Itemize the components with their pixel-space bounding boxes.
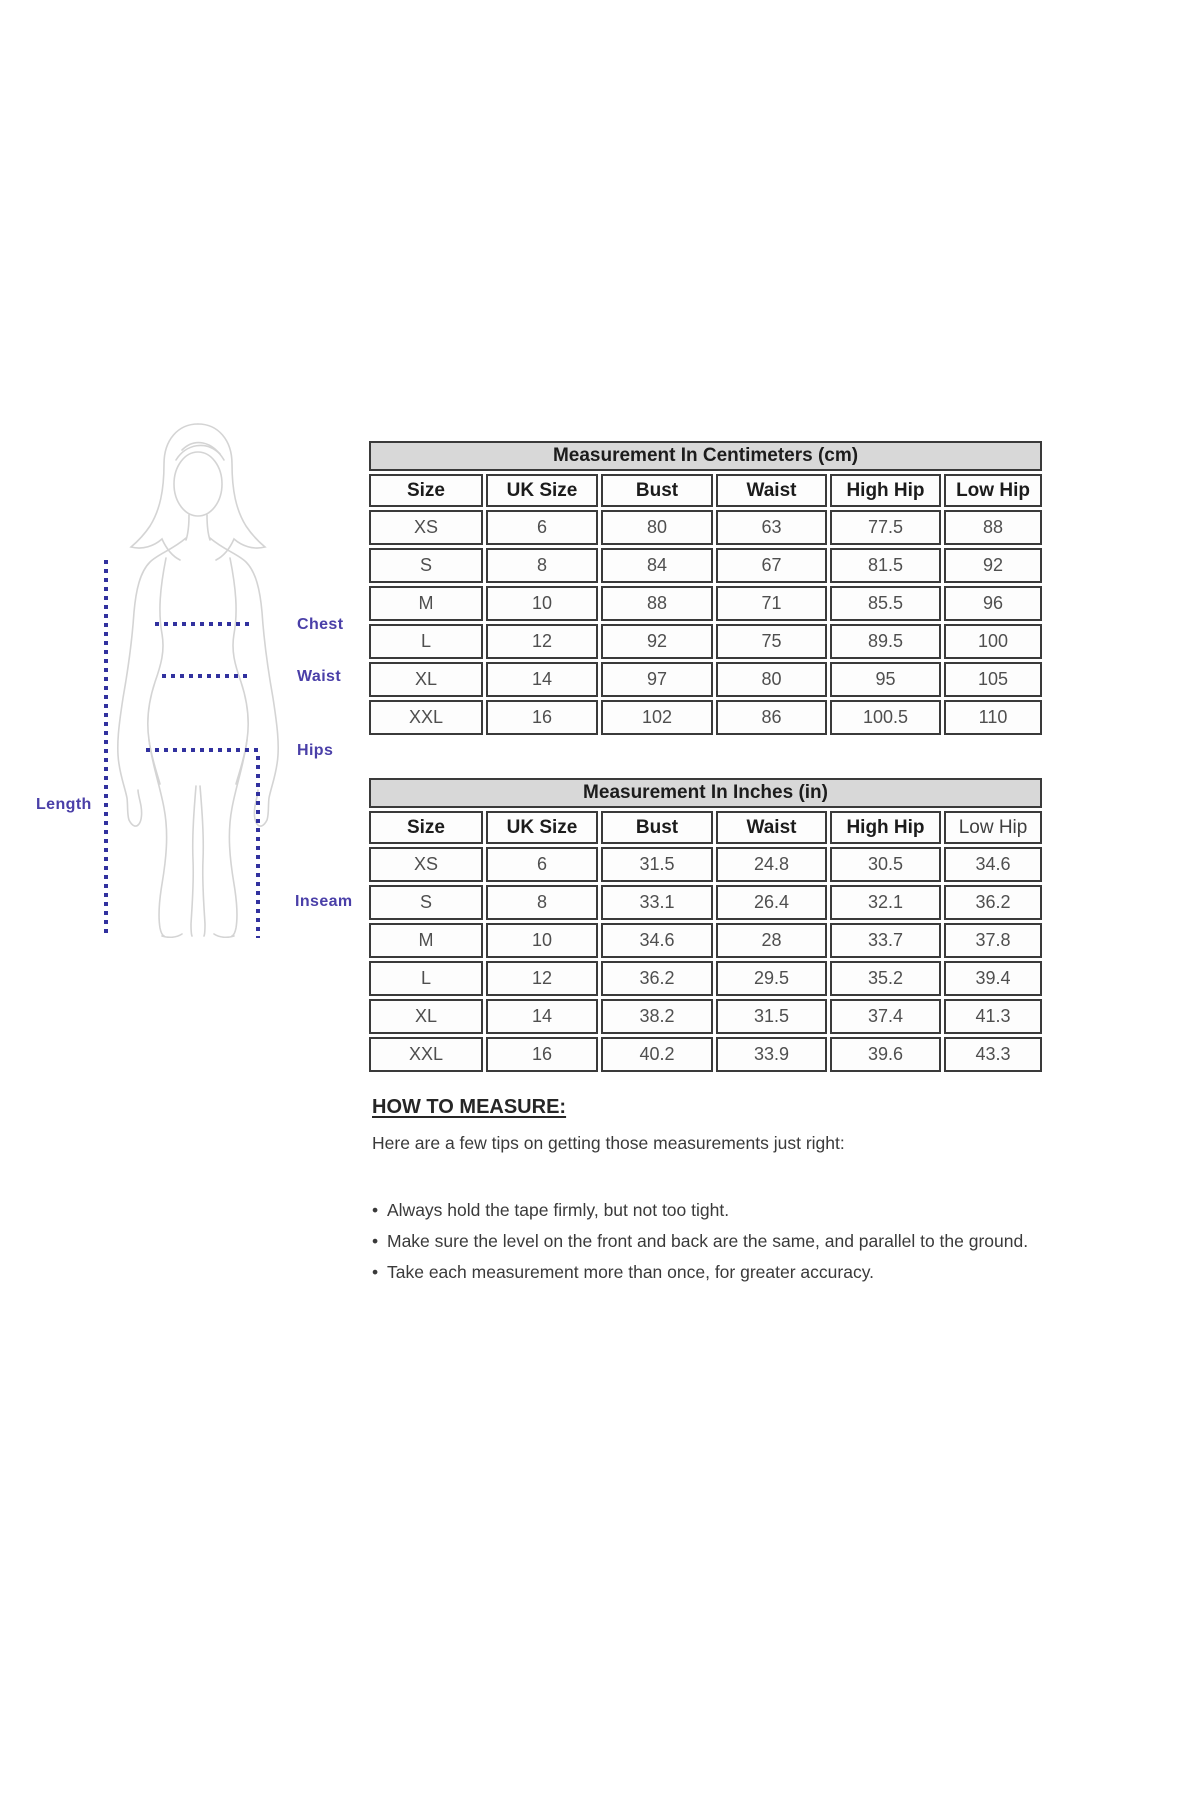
table-cell: 80 xyxy=(716,662,827,697)
table-cell: 75 xyxy=(716,624,827,659)
inches-size-table xyxy=(366,775,1045,1075)
table-cell: 10 xyxy=(486,586,598,621)
waist-label: Waist xyxy=(297,668,342,685)
table-cell: 8 xyxy=(486,885,598,920)
table-cell: 41.3 xyxy=(944,999,1042,1034)
chest-measure-line xyxy=(155,622,253,626)
table-cell: 40.2 xyxy=(601,1037,713,1072)
table-header-row xyxy=(369,811,1042,844)
table-title: Measurement In Centimeters (cm) xyxy=(369,441,1042,471)
table-cell: 31.5 xyxy=(601,847,713,882)
table-row xyxy=(369,999,1042,1034)
female-body-outline xyxy=(88,408,308,938)
table-cell: 92 xyxy=(601,624,713,659)
measure-tip: • Take each measurement more than once, for greater accuracy. xyxy=(372,1257,1122,1288)
table-cell: 6 xyxy=(486,510,598,545)
how-to-measure-section xyxy=(372,1096,1122,1288)
column-header-size: Size xyxy=(369,811,483,844)
table-cell: 39.6 xyxy=(830,1037,941,1072)
table-row xyxy=(369,847,1042,882)
table-cell: 100 xyxy=(944,624,1042,659)
length-label: Length xyxy=(36,796,92,813)
inseam-measure-line xyxy=(256,756,260,938)
table-cell: 84 xyxy=(601,548,713,583)
table-cell: 12 xyxy=(486,961,598,996)
table-row xyxy=(369,885,1042,920)
table-cell: 37.4 xyxy=(830,999,941,1034)
table-cell: 43.3 xyxy=(944,1037,1042,1072)
table-cell: S xyxy=(369,548,483,583)
table-row xyxy=(369,662,1042,697)
column-header-waist: Waist xyxy=(716,474,827,507)
table-cell: 29.5 xyxy=(716,961,827,996)
table-cell: 8 xyxy=(486,548,598,583)
table-cell: XXL xyxy=(369,1037,483,1072)
measure-tip: • Make sure the level on the front and back are the same, and parallel to the ground. xyxy=(372,1226,1122,1257)
table-cell: L xyxy=(369,961,483,996)
table-cell: 36.2 xyxy=(601,961,713,996)
table-cell: 14 xyxy=(486,662,598,697)
table-cell: 28 xyxy=(716,923,827,958)
table-cell: 16 xyxy=(486,700,598,735)
column-header-size: Size xyxy=(369,474,483,507)
hips-label: Hips xyxy=(297,742,334,759)
table-cell: 33.7 xyxy=(830,923,941,958)
column-header-bust: Bust xyxy=(601,811,713,844)
table-cell: 39.4 xyxy=(944,961,1042,996)
table-cell: 85.5 xyxy=(830,586,941,621)
table-row xyxy=(369,510,1042,545)
table-cell: 89.5 xyxy=(830,624,941,659)
table-cell: 102 xyxy=(601,700,713,735)
table-cell: XS xyxy=(369,847,483,882)
table-cell: 34.6 xyxy=(944,847,1042,882)
column-header-high-hip: High Hip xyxy=(830,811,941,844)
table-cell: XL xyxy=(369,662,483,697)
table-cell: 63 xyxy=(716,510,827,545)
column-header-waist: Waist xyxy=(716,811,827,844)
table-cell: 31.5 xyxy=(716,999,827,1034)
table-cell: L xyxy=(369,624,483,659)
table-cell: 36.2 xyxy=(944,885,1042,920)
table-cell: 30.5 xyxy=(830,847,941,882)
table-cell: M xyxy=(369,923,483,958)
table-title-row xyxy=(369,441,1042,471)
table-cell: 86 xyxy=(716,700,827,735)
table-cell: 33.9 xyxy=(716,1037,827,1072)
table-row xyxy=(369,923,1042,958)
table-cell: 33.1 xyxy=(601,885,713,920)
table-cell: XL xyxy=(369,999,483,1034)
table-cell: 88 xyxy=(601,586,713,621)
table-title-row xyxy=(369,778,1042,808)
table-row xyxy=(369,961,1042,996)
chest-label: Chest xyxy=(297,616,344,633)
column-header-uk-size: UK Size xyxy=(486,474,598,507)
column-header-uk-size: UK Size xyxy=(486,811,598,844)
table-row xyxy=(369,624,1042,659)
table-cell: 16 xyxy=(486,1037,598,1072)
table-cell: 24.8 xyxy=(716,847,827,882)
table-cell: 88 xyxy=(944,510,1042,545)
table-cell: 32.1 xyxy=(830,885,941,920)
table-row xyxy=(369,1037,1042,1072)
column-header-high-hip: High Hip xyxy=(830,474,941,507)
table-cell: 6 xyxy=(486,847,598,882)
hips-measure-line xyxy=(146,748,263,752)
waist-measure-line xyxy=(162,674,247,678)
table-cell: 38.2 xyxy=(601,999,713,1034)
table-cell: 81.5 xyxy=(830,548,941,583)
table-cell: 35.2 xyxy=(830,961,941,996)
table-cell: 34.6 xyxy=(601,923,713,958)
inseam-label: Inseam xyxy=(295,893,353,910)
table-cell: 12 xyxy=(486,624,598,659)
table-cell: M xyxy=(369,586,483,621)
table-cell: 10 xyxy=(486,923,598,958)
table-cell: XS xyxy=(369,510,483,545)
table-cell: 26.4 xyxy=(716,885,827,920)
table-row xyxy=(369,548,1042,583)
how-to-measure-heading: HOW TO MEASURE: xyxy=(372,1096,567,1118)
length-measure-line xyxy=(104,560,108,938)
table-cell: 77.5 xyxy=(830,510,941,545)
cm-size-table xyxy=(366,438,1045,738)
how-to-measure-intro: Here are a few tips on getting those measurements just right: xyxy=(372,1133,845,1153)
table-cell: 95 xyxy=(830,662,941,697)
table-cell: 110 xyxy=(944,700,1042,735)
table-header-row xyxy=(369,474,1042,507)
table-cell: 80 xyxy=(601,510,713,545)
table-cell: 67 xyxy=(716,548,827,583)
table-row xyxy=(369,700,1042,735)
table-cell: 100.5 xyxy=(830,700,941,735)
table-cell: 105 xyxy=(944,662,1042,697)
measure-tip: • Always hold the tape firmly, but not too tight. xyxy=(372,1195,1122,1226)
table-cell: S xyxy=(369,885,483,920)
table-cell: 92 xyxy=(944,548,1042,583)
column-header-low-hip: Low Hip xyxy=(944,811,1042,844)
column-header-low-hip: Low Hip xyxy=(944,474,1042,507)
table-title: Measurement In Inches (in) xyxy=(369,778,1042,808)
table-cell: 96 xyxy=(944,586,1042,621)
column-header-bust: Bust xyxy=(601,474,713,507)
table-cell: XXL xyxy=(369,700,483,735)
table-row xyxy=(369,586,1042,621)
table-cell: 97 xyxy=(601,662,713,697)
table-cell: 14 xyxy=(486,999,598,1034)
table-cell: 71 xyxy=(716,586,827,621)
table-cell: 37.8 xyxy=(944,923,1042,958)
